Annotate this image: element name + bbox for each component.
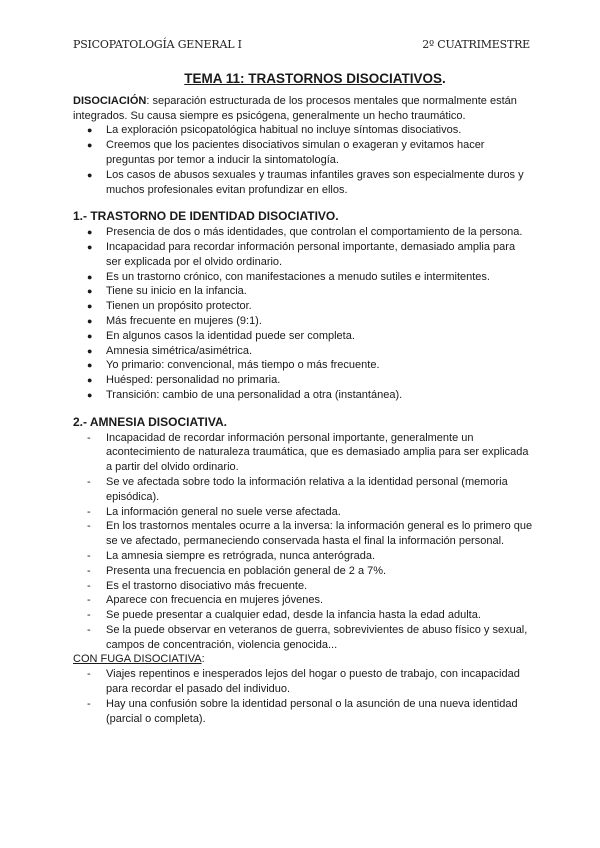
list-item-text: Tiene su inicio en la infancia.: [106, 285, 247, 298]
list-item-text: La información general no suele verse afectada.: [106, 505, 341, 518]
list-item: [73, 284, 533, 299]
dash-marker: -: [87, 520, 91, 533]
list-item: [73, 579, 533, 594]
list-item: [73, 564, 533, 579]
section-1-heading: 1.- TRASTORNO DE IDENTIDAD DISOCIATIVO.: [73, 209, 339, 224]
list-item: [73, 373, 533, 388]
bullet-marker: ●: [87, 375, 93, 386]
list-item-text: Transición: cambio de una personalidad a otra (instantánea).: [106, 388, 403, 401]
list-item-text: La exploración psicopatológica habitual no incluye síntomas disociativos.: [106, 124, 462, 137]
bullet-marker: ●: [87, 169, 93, 180]
list-item: [73, 623, 533, 653]
bullet-marker: ●: [87, 271, 93, 282]
bullet-marker: ●: [87, 330, 93, 341]
dash-marker: -: [87, 668, 91, 681]
header-term: 2º CUATRIMESTRE: [422, 38, 530, 51]
list-item: [73, 388, 533, 403]
dash-marker: -: [87, 475, 91, 488]
intro-term: DISOCIACIÓN: [73, 94, 147, 107]
bullet-marker: ●: [87, 315, 93, 326]
intro-bullet-list: [73, 123, 533, 197]
list-item-text: Incapacidad de recordar información personal importante, generalmente un acontecimiento de naturaleza traumática, que es demasiado amplia para ser explicada a partir del olvido ordinario.: [106, 431, 529, 474]
dash-marker: -: [87, 431, 91, 444]
dash-marker: -: [87, 594, 91, 607]
list-item-text: Presencia de dos o más identidades, que controlan el comportamiento de la persona.: [106, 226, 523, 239]
list-item: [73, 225, 533, 240]
list-item-text: Se la puede observar en veteranos de guerra, sobrevivientes de abuso físico y sexual, campos de concentración, violencia genocida...: [106, 623, 528, 651]
dash-marker: -: [87, 579, 91, 592]
intro-text: separación estructurada de los procesos mentales que normalmente están integrados. Su causa siempre es psicógena, generalmente un hecho traumático.: [73, 94, 517, 122]
list-item-text: Es el trastorno disociativo más frecuente.: [106, 579, 308, 592]
list-item: [73, 299, 533, 314]
list-item-text: Es un trastorno crónico, con manifestaciones a menudo sutiles e intermitentes.: [106, 270, 490, 283]
list-item: [73, 431, 533, 475]
list-item: [73, 344, 533, 359]
list-item-text: Se puede presentar a cualquier edad, desde la infancia hasta la edad adulta.: [106, 609, 481, 622]
list-item-text: Presenta una frecuencia en población general de 2 a 7%.: [106, 564, 387, 577]
bullet-marker: ●: [87, 125, 93, 136]
list-item: [73, 549, 533, 564]
dash-marker: -: [87, 564, 91, 577]
list-item-text: Yo primario: convencional, más tiempo o más frecuente.: [106, 359, 380, 372]
list-item-text: En los trastornos mentales ocurre a la inversa: la información general es lo primero que se ve afectado, permaneciendo conservada hasta el final la información personal.: [106, 520, 533, 548]
list-item-text: Más frecuente en mujeres (9:1).: [106, 314, 262, 327]
list-item-text: Tienen un propósito protector.: [106, 300, 252, 313]
list-item: [73, 667, 533, 697]
list-item-text: Incapacidad para recordar información personal importante, demasiado amplia para ser explicada por el olvido ordinario.: [106, 240, 516, 268]
list-item: [73, 123, 533, 138]
list-item: [73, 697, 533, 727]
list-item-text: Amnesia simétrica/asimétrica.: [106, 344, 253, 357]
list-item-text: La amnesia siempre es retrógrada, nunca anterógrada.: [106, 549, 376, 562]
title-suffix: .: [442, 71, 446, 86]
list-item-text: Viajes repentinos e inesperados lejos del hogar o puesto de trabajo, con incapacidad para recordar el pasado del individuo.: [106, 668, 520, 696]
list-item: [73, 329, 533, 344]
list-item: [73, 475, 533, 505]
bullet-marker: ●: [87, 360, 93, 371]
page-title: [73, 72, 533, 87]
list-item: [73, 240, 533, 270]
list-item: [73, 138, 533, 168]
section-1-bullet-list: [73, 225, 533, 403]
dash-marker: -: [87, 505, 91, 518]
list-item: [73, 270, 533, 285]
bullet-marker: ●: [87, 286, 93, 297]
list-item-text: Creemos que los pacientes disociativos simulan o exageran y evitamos hacer preguntas por temor a inducir la sintomatología.: [106, 139, 485, 166]
list-item-text: Los casos de abusos sexuales y traumas infantiles graves son especialmente duros y muchos profesionales evitan profundizar en ellos.: [106, 168, 524, 196]
list-item: [73, 593, 533, 608]
list-item-text: Se ve afectada sobre todo la información relativa a la identidad personal (memoria episódica).: [106, 475, 508, 503]
list-item-text: En algunos casos la identidad puede ser completa.: [106, 329, 355, 342]
section-2-dash-list: [73, 431, 533, 653]
fuga-label: CON FUGA DISOCIATIVA: [73, 653, 202, 666]
fuga-colon: :: [201, 653, 205, 666]
list-item-text: Aparece con frecuencia en mujeres jóvenes.: [106, 594, 324, 607]
dash-marker: -: [87, 549, 91, 562]
list-item: [73, 505, 533, 520]
list-item: [73, 608, 533, 623]
bullet-marker: ●: [87, 389, 93, 400]
fuga-subheading: [73, 652, 533, 667]
list-item-text: Huésped: personalidad no primaria.: [106, 374, 281, 387]
fuga-dash-list: [73, 667, 533, 726]
document-body: [73, 72, 533, 726]
list-item: [73, 519, 533, 549]
list-item: [73, 168, 533, 198]
list-item: [73, 314, 533, 329]
intro-paragraph: [73, 94, 533, 124]
bullet-marker: ●: [87, 241, 93, 252]
bullet-marker: ●: [87, 301, 93, 312]
section-2-heading: 2.- AMNESIA DISOCIATIVA.: [73, 414, 228, 429]
dash-marker: -: [87, 623, 91, 636]
list-item-text: Hay una confusión sobre la identidad personal o la asunción de una nueva identidad (parcial o completa).: [106, 697, 518, 725]
dash-marker: -: [87, 609, 91, 622]
bullet-marker: ●: [87, 345, 93, 356]
title-text: TEMA 11: TRASTORNOS DISOCIATIVOS: [184, 71, 442, 86]
bullet-marker: ●: [87, 227, 93, 238]
bullet-marker: ●: [87, 140, 93, 151]
dash-marker: -: [87, 697, 91, 710]
intro-colon: :: [146, 94, 150, 107]
header-course-title: PSICOPATOLOGÍA GENERAL I: [73, 38, 242, 51]
list-item: [73, 358, 533, 373]
